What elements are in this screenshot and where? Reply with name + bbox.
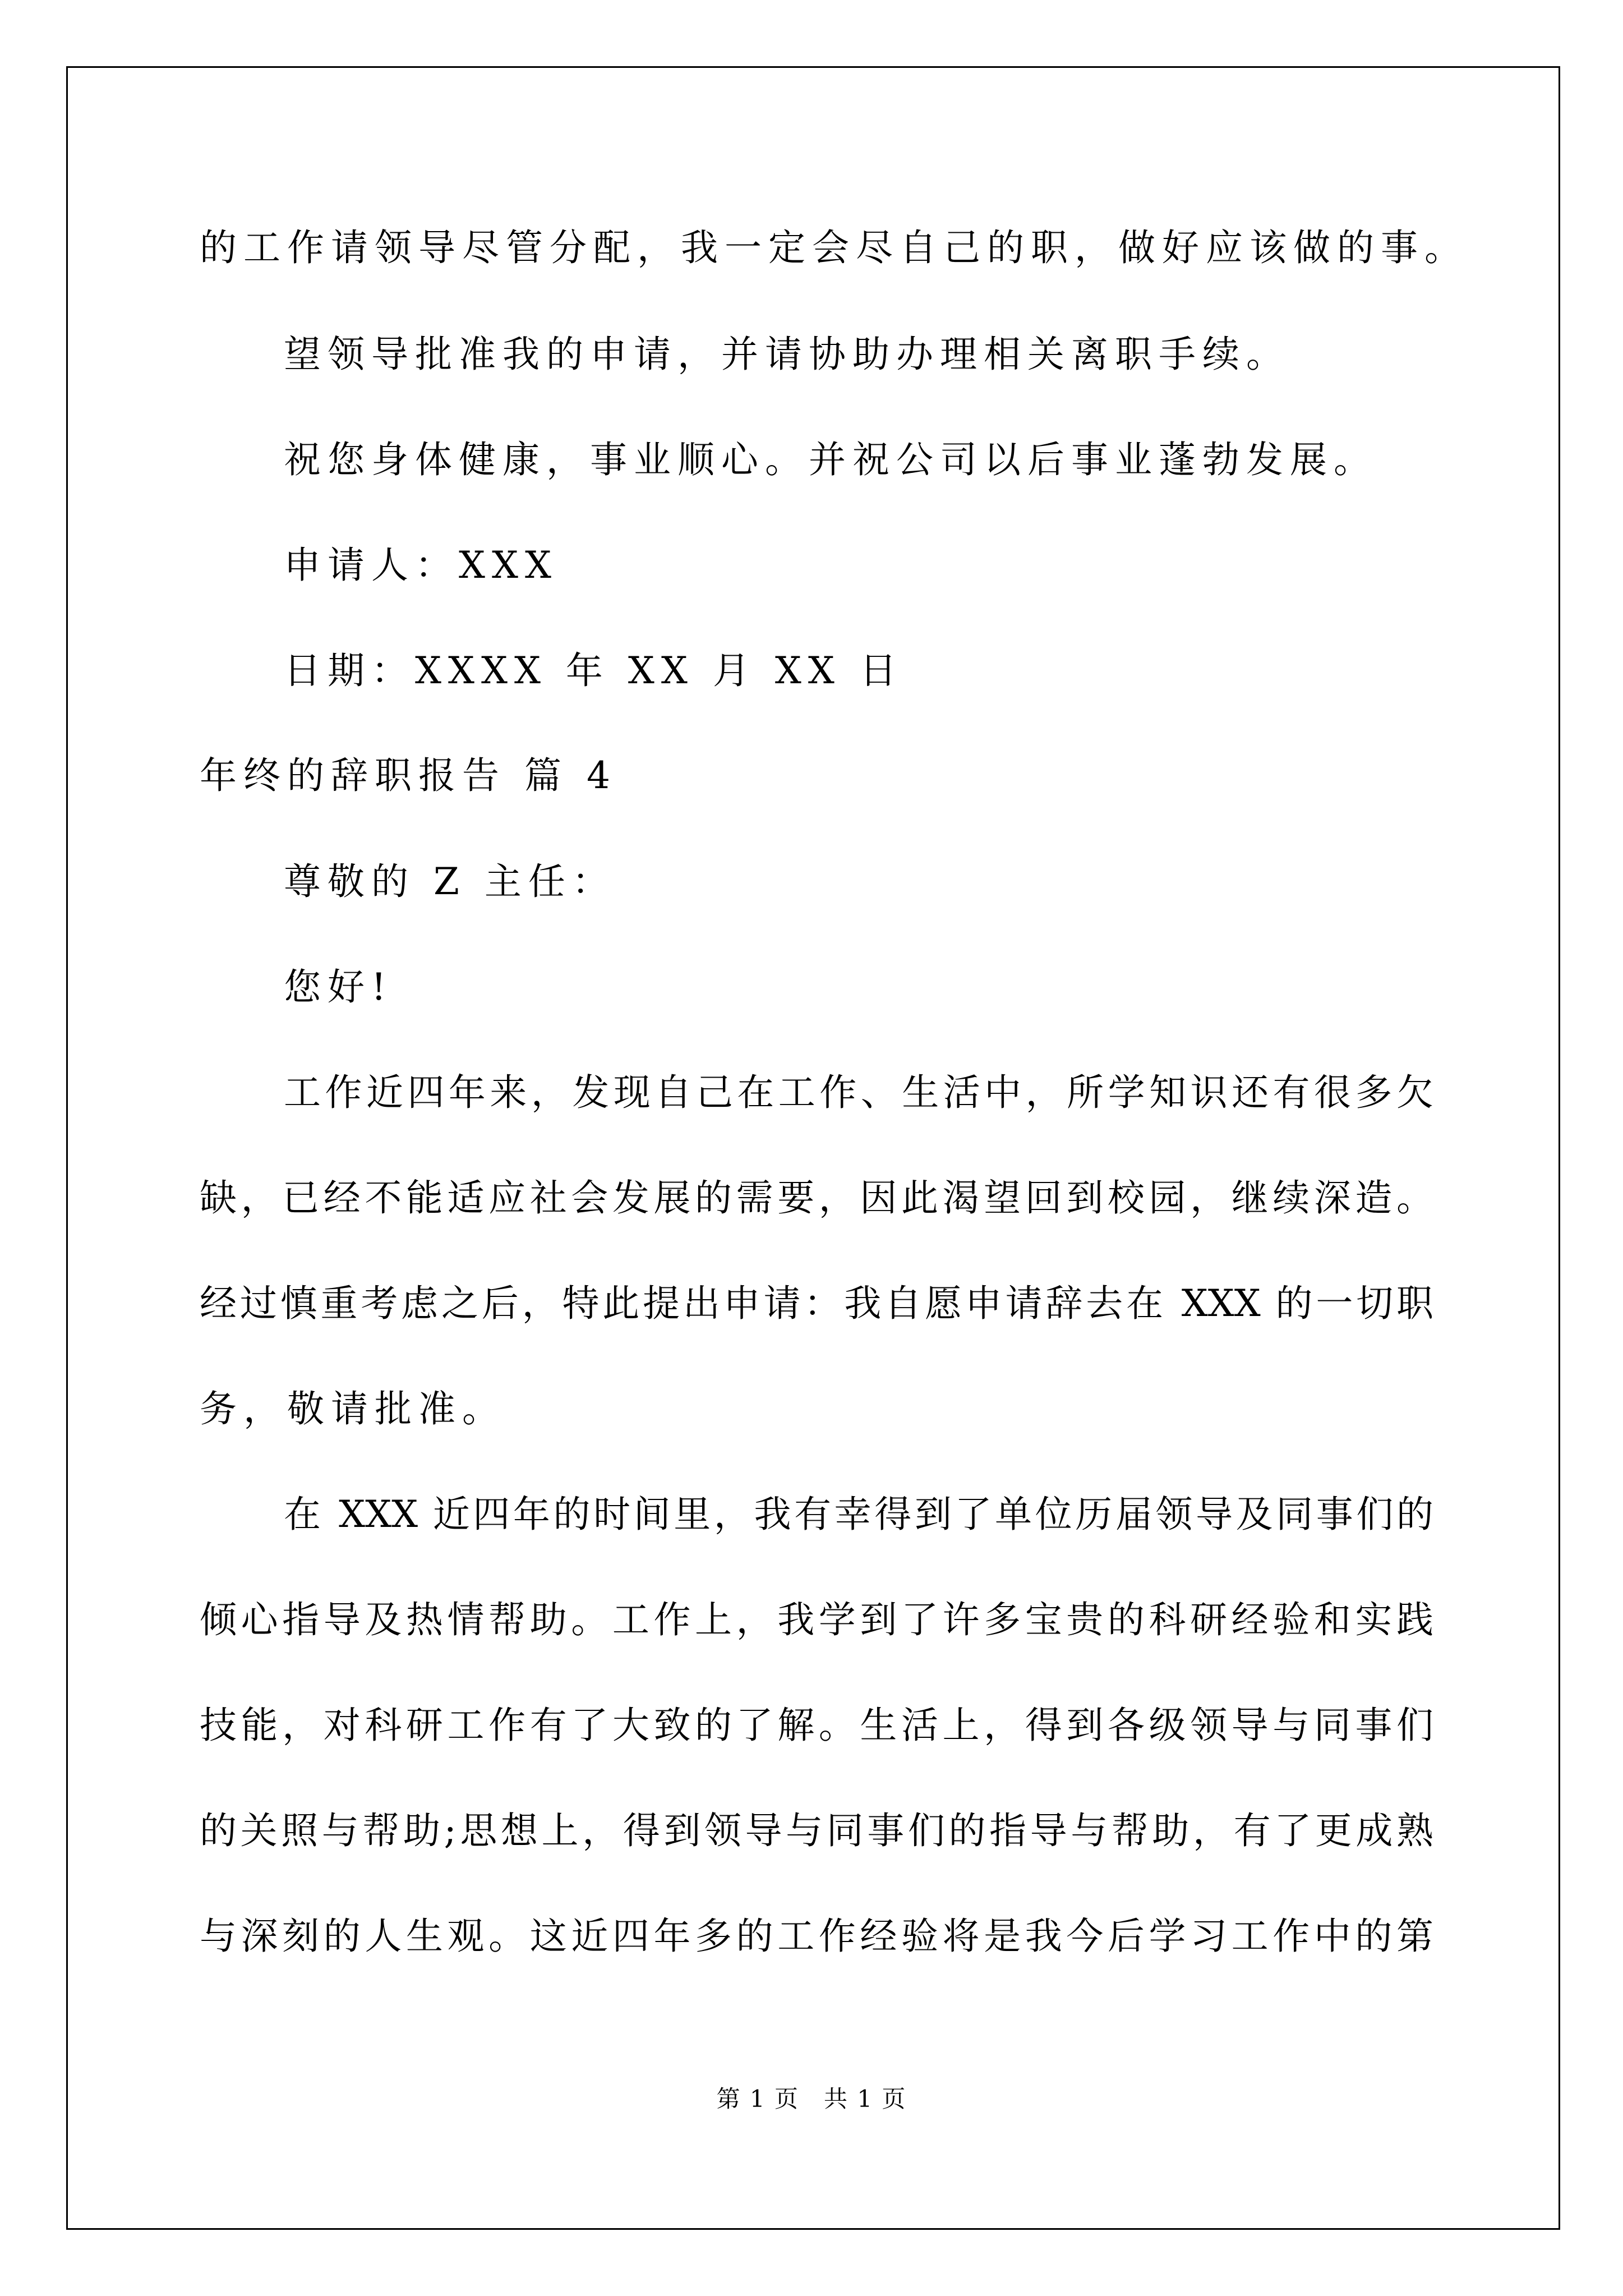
text-line: 申请人：XXX <box>284 544 558 587</box>
page-number-footer: 第 1 页 共 1 页 <box>716 2085 907 2113</box>
text-line: 技能，对科研工作有了大致的了解。生活上，得到各级领导与同事们 <box>200 1704 1433 1747</box>
text-line: 缺，已经不能适应社会发展的需要，因此渴望回到校园，继续深造。 <box>200 1176 1433 1220</box>
text-line: 在 XXX 近四年的时间里，我有幸得到了单位历届领导及同事们的 <box>284 1493 1433 1536</box>
text-line: 与深刻的人生观。这近四年多的工作经验将是我今后学习工作中的第 <box>200 1915 1433 1958</box>
text-line: 务，敬请批准。 <box>200 1387 506 1430</box>
text-line: 的关照与帮助;思想上，得到领导与同事们的指导与帮助，有了更成熟 <box>200 1809 1433 1852</box>
text-line: 经过慎重考虑之后，特此提出申请：我自愿申请辞去在 XXX 的一切职 <box>200 1282 1433 1325</box>
text-line: 祝您身体健康，事业顺心。并祝公司以后事业蓬勃发展。 <box>284 438 1377 481</box>
text-line: 望领导批准我的申请，并请协助办理相关离职手续。 <box>284 333 1290 376</box>
text-line: 工作近四年来，发现自己在工作、生活中，所学知识还有很多欠 <box>284 1071 1433 1114</box>
salutation: 尊敬的 Z 主任： <box>284 860 616 903</box>
text-line: 日期：XXXX 年 XX 月 XX 日 <box>284 649 903 692</box>
greeting: 您好! <box>284 965 393 1009</box>
text-line: 倾心指导及热情帮助。工作上，我学到了许多宝贵的科研经验和实践 <box>200 1598 1433 1641</box>
section-heading: 年终的辞职报告 篇 4 <box>200 754 617 797</box>
text-line: 的工作请领导尽管分配，我一定会尽自己的职，做好应该做的事。 <box>200 226 1468 269</box>
page-border <box>66 66 1560 2230</box>
